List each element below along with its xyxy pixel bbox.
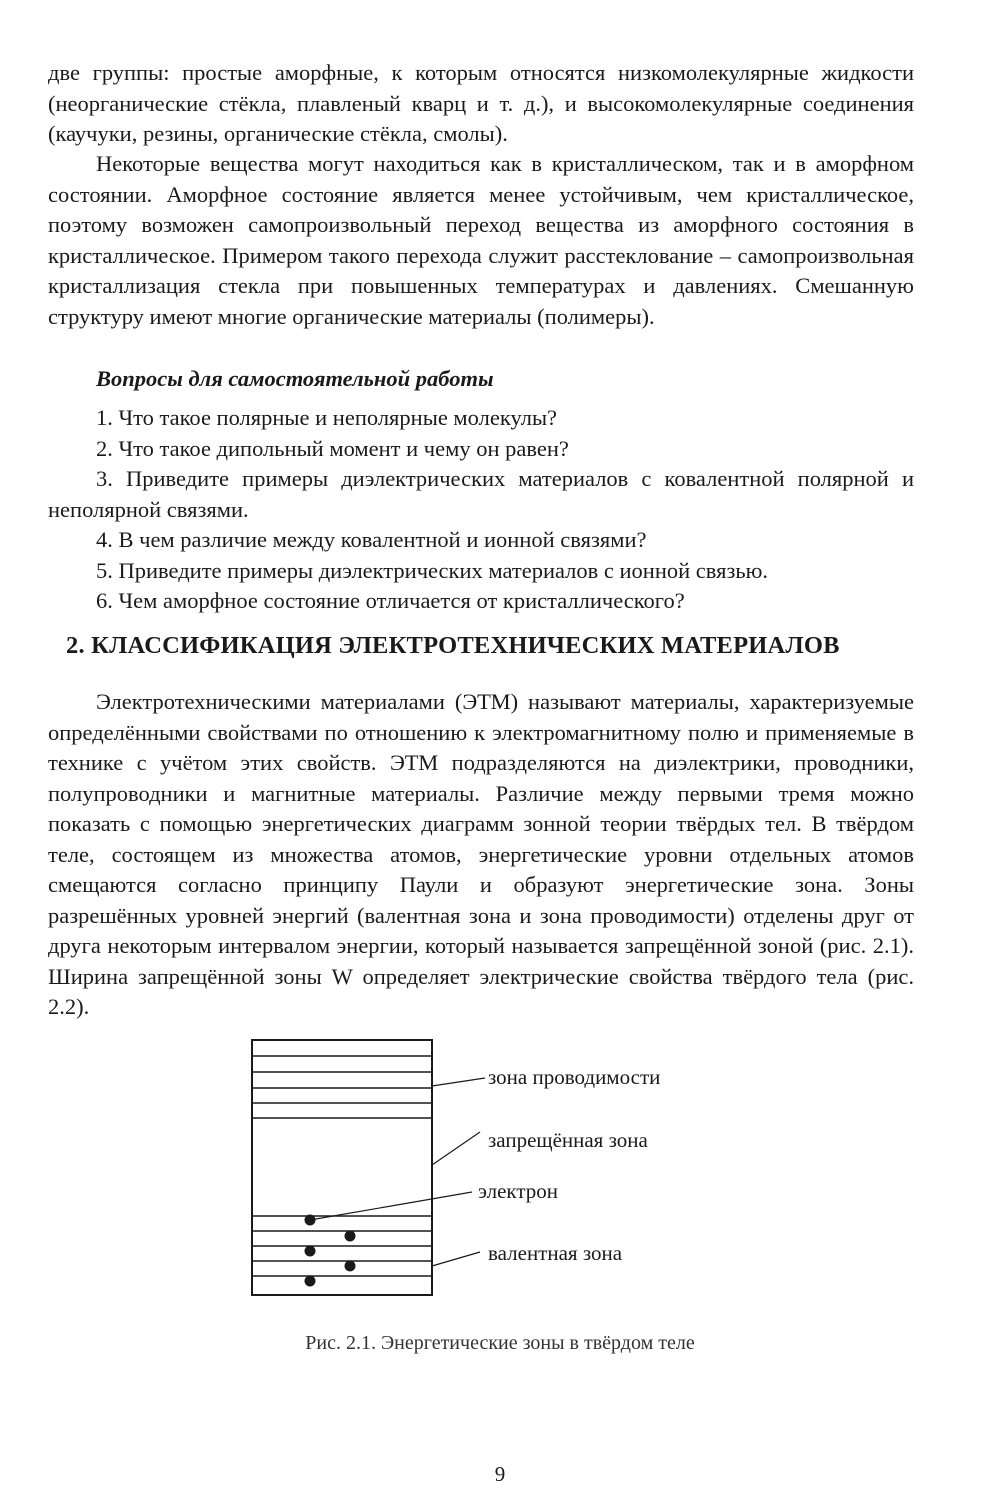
paragraph-etm-definition: Электротехническими материалами (ЭТМ) называют материалы, характеризуемые определёнными свойствами по отношению к электромагнитному полю и применяемые в технике с учётом этих свойств. ЭТМ подразделяются на диэлектрики, проводники, полупроводники и магнитные материалы. Различие между первыми тремя можно показать с помощью энергетических диаграмм зонной теории твёрдых тел. В твёрдом теле, состоящем из множества атомов, энергетические уровни отдельных атомов смещаются согласно принципу Паули и образуют энергетические зона. Зоны разрешённых уровней энергий (валентная зона и зона проводимости) отделены друг от друга некоторым интервалом энергии, который называется запрещённой зоной (рис. 2.1). Ширина запрещённой зоны W определяет электрические свойства твёрдого тела (рис. 2.2). — [48, 689, 914, 1019]
question-item: 2. Что такое дипольный момент и чему он равен? — [96, 435, 569, 461]
questions-heading: Вопросы для самостоятельной работы — [96, 366, 494, 391]
label-valence-band: валентная зона — [488, 1241, 623, 1265]
electron-dot — [345, 1231, 356, 1242]
leader-lines — [310, 1078, 485, 1266]
question-item: 4. В чем различие между ковалентной и ионной связями? — [96, 527, 647, 552]
energy-bands-diagram — [240, 1030, 760, 1310]
paragraph-amorphous-groups: две группы: простые аморфные, к которым относятся низкомолекулярные жидкости (неорганические стёкла, плавленый кварц и т. д.), и высокомолекулярные соединения (каучуки, резины, органические стёкла, смолы). — [48, 60, 914, 146]
section-title: 2. КЛАССИФИКАЦИЯ ЭЛЕКТРОТЕХНИЧЕСКИХ МАТЕРИАЛОВ — [66, 632, 840, 659]
electron-dot — [305, 1246, 316, 1257]
label-conduction-band: зона проводимости — [488, 1065, 661, 1089]
diagram-frame — [252, 1040, 432, 1295]
conduction-band — [252, 1056, 432, 1118]
questions-list — [48, 403, 914, 617]
question-item: 3. Приведите примеры диэлектрических материалов с ковалентной полярной и неполярной связями. — [48, 466, 914, 522]
label-electron: электрон — [478, 1179, 559, 1203]
question-item: 1. Что такое полярные и неполярные молекулы? — [96, 405, 558, 430]
question-item: 6. Чем аморфное состояние отличается от кристаллического? — [96, 588, 685, 613]
question-item: 5. Приведите примеры диэлектрических материалов с ионной связью. — [96, 557, 769, 583]
page-number: 9 — [494, 1462, 506, 1486]
label-forbidden-band: запрещённая зона — [488, 1128, 648, 1152]
valence-band — [252, 1216, 432, 1276]
electron-dot — [305, 1276, 316, 1287]
figure-caption: Рис. 2.1. Энергетические зоны в твёрдом теле — [305, 1332, 695, 1354]
electron-dot — [345, 1261, 356, 1272]
paragraph-crystalline-amorphous: Некоторые вещества могут находиться как в кристаллическом, так и в аморфном состоянии. Аморфное состояние является менее устойчивым, чем кристаллическое, поэтому возможен самопроизвольный переход вещества из аморфного состояния в кристаллическое. Примером такого перехода служит расстеклование – самопроизвольная кристаллизация стекла при повышенных температурах и давлениях. Смешанную структуру имеют многие органические материалы (полимеры). — [48, 151, 914, 329]
